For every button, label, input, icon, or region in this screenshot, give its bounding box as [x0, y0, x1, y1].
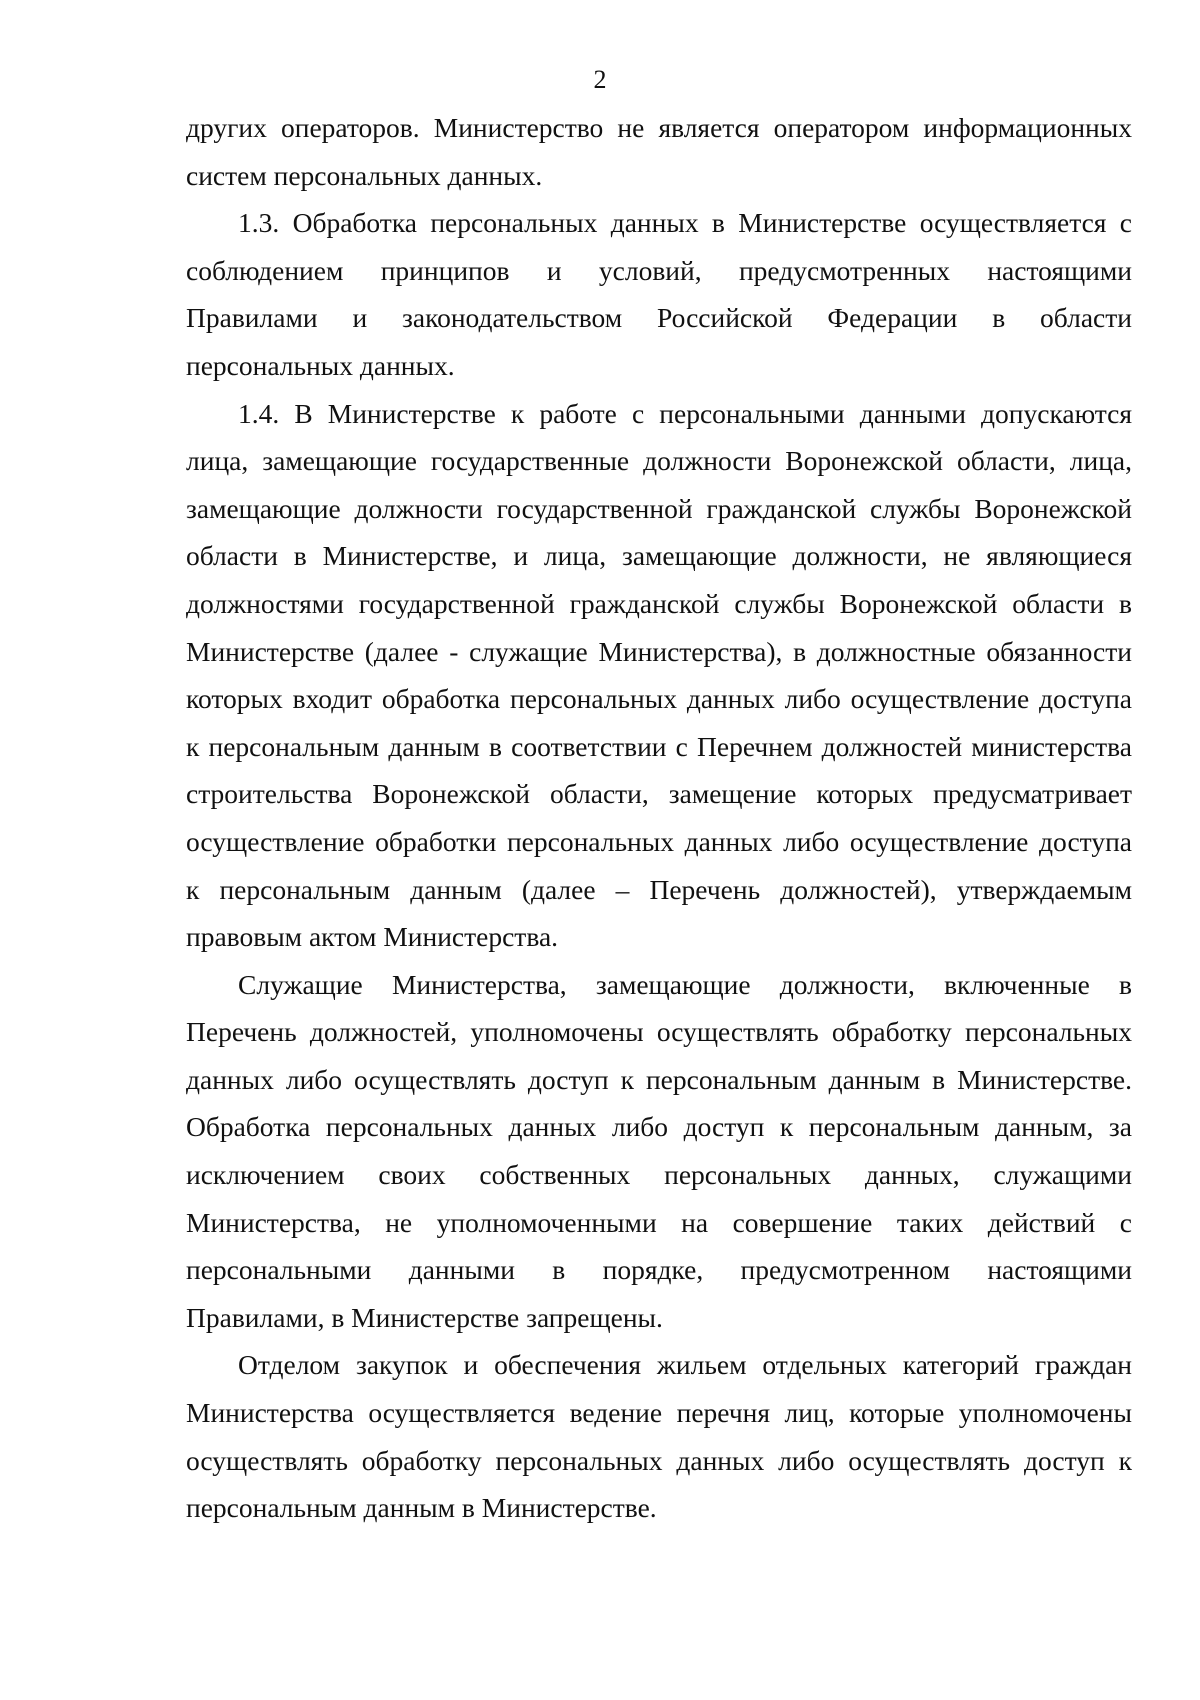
text-line: персональных данных.: [186, 349, 455, 381]
text-line: осуществление обработки персональных данных либо осуществление доступа: [186, 825, 1132, 857]
text-line: Отделом закупок и обеспечения жильем отдельных категорий граждан: [238, 1349, 1132, 1381]
text-line: систем персональных данных.: [186, 159, 543, 191]
text-line: которых входит обработка персональных данных либо осуществление доступа: [186, 683, 1132, 715]
text-line: строительства Воронежской области, замещение которых предусматривает: [186, 778, 1132, 810]
text-line: Служащие Министерства, замещающие должности, включенные в: [238, 968, 1132, 1000]
text-line: данных либо осуществлять доступ к персональным данным в Министерстве.: [186, 1063, 1132, 1095]
text-line: Министерства осуществляется ведение перечня лиц, которые уполномочены: [186, 1397, 1132, 1429]
text-line: должностями государственной гражданской службы Воронежской области в: [186, 587, 1132, 619]
text-line: Правилами и законодательством Российской Федерации в области: [186, 302, 1132, 334]
paragraph-1-4: [186, 390, 1132, 961]
paragraph-employees: [186, 961, 1132, 1342]
text-line: других операторов. Министерство не является оператором информационных: [186, 112, 1132, 143]
text-line: Перечень должностей, уполномочены осуществлять обработку персональных: [186, 1016, 1132, 1048]
text-line: правовым актом Министерства.: [186, 921, 559, 953]
text-line: Министерства, не уполномоченными на совершение таких действий с: [186, 1206, 1132, 1238]
text-line: области в Министерстве, и лица, замещающие должности, не являющиеся: [186, 540, 1132, 572]
text-line: Правилами, в Министерстве запрещены.: [186, 1301, 663, 1333]
text-line: соблюдением принципов и условий, предусмотренных настоящими: [186, 254, 1132, 286]
text-line: лица, замещающие государственные должности Воронежской области, лица,: [186, 445, 1132, 477]
text-line: персональным данным в Министерстве.: [186, 1492, 657, 1524]
text-line: к персональным данным в соответствии с Перечнем должностей министерства: [186, 730, 1132, 762]
text-line: осуществлять обработку персональных данных либо осуществлять доступ к: [186, 1444, 1132, 1476]
text-line: персональными данными в порядке, предусмотренном настоящими: [186, 1254, 1132, 1286]
page-number: 2: [593, 65, 607, 94]
text-line: к персональным данным (далее – Перечень должностей), утверждаемым: [186, 873, 1132, 905]
paragraph-1-3: [186, 199, 1132, 389]
text-line: 1.3. Обработка персональных данных в Министерстве осуществляется с: [238, 207, 1132, 239]
document-body: [186, 104, 1132, 1532]
text-line: исключением своих собственных персональных данных, служащими: [186, 1159, 1132, 1191]
paragraph-department: [186, 1341, 1132, 1531]
paragraph-continuation: [186, 104, 1132, 199]
text-line: 1.4. В Министерстве к работе с персональными данными допускаются: [238, 397, 1132, 429]
text-line: Министерстве (далее - служащие Министерства), в должностные обязанности: [186, 635, 1132, 667]
text-line: Обработка персональных данных либо доступ к персональным данным, за: [186, 1111, 1132, 1143]
text-line: замещающие должности государственной гражданской службы Воронежской: [186, 492, 1132, 524]
